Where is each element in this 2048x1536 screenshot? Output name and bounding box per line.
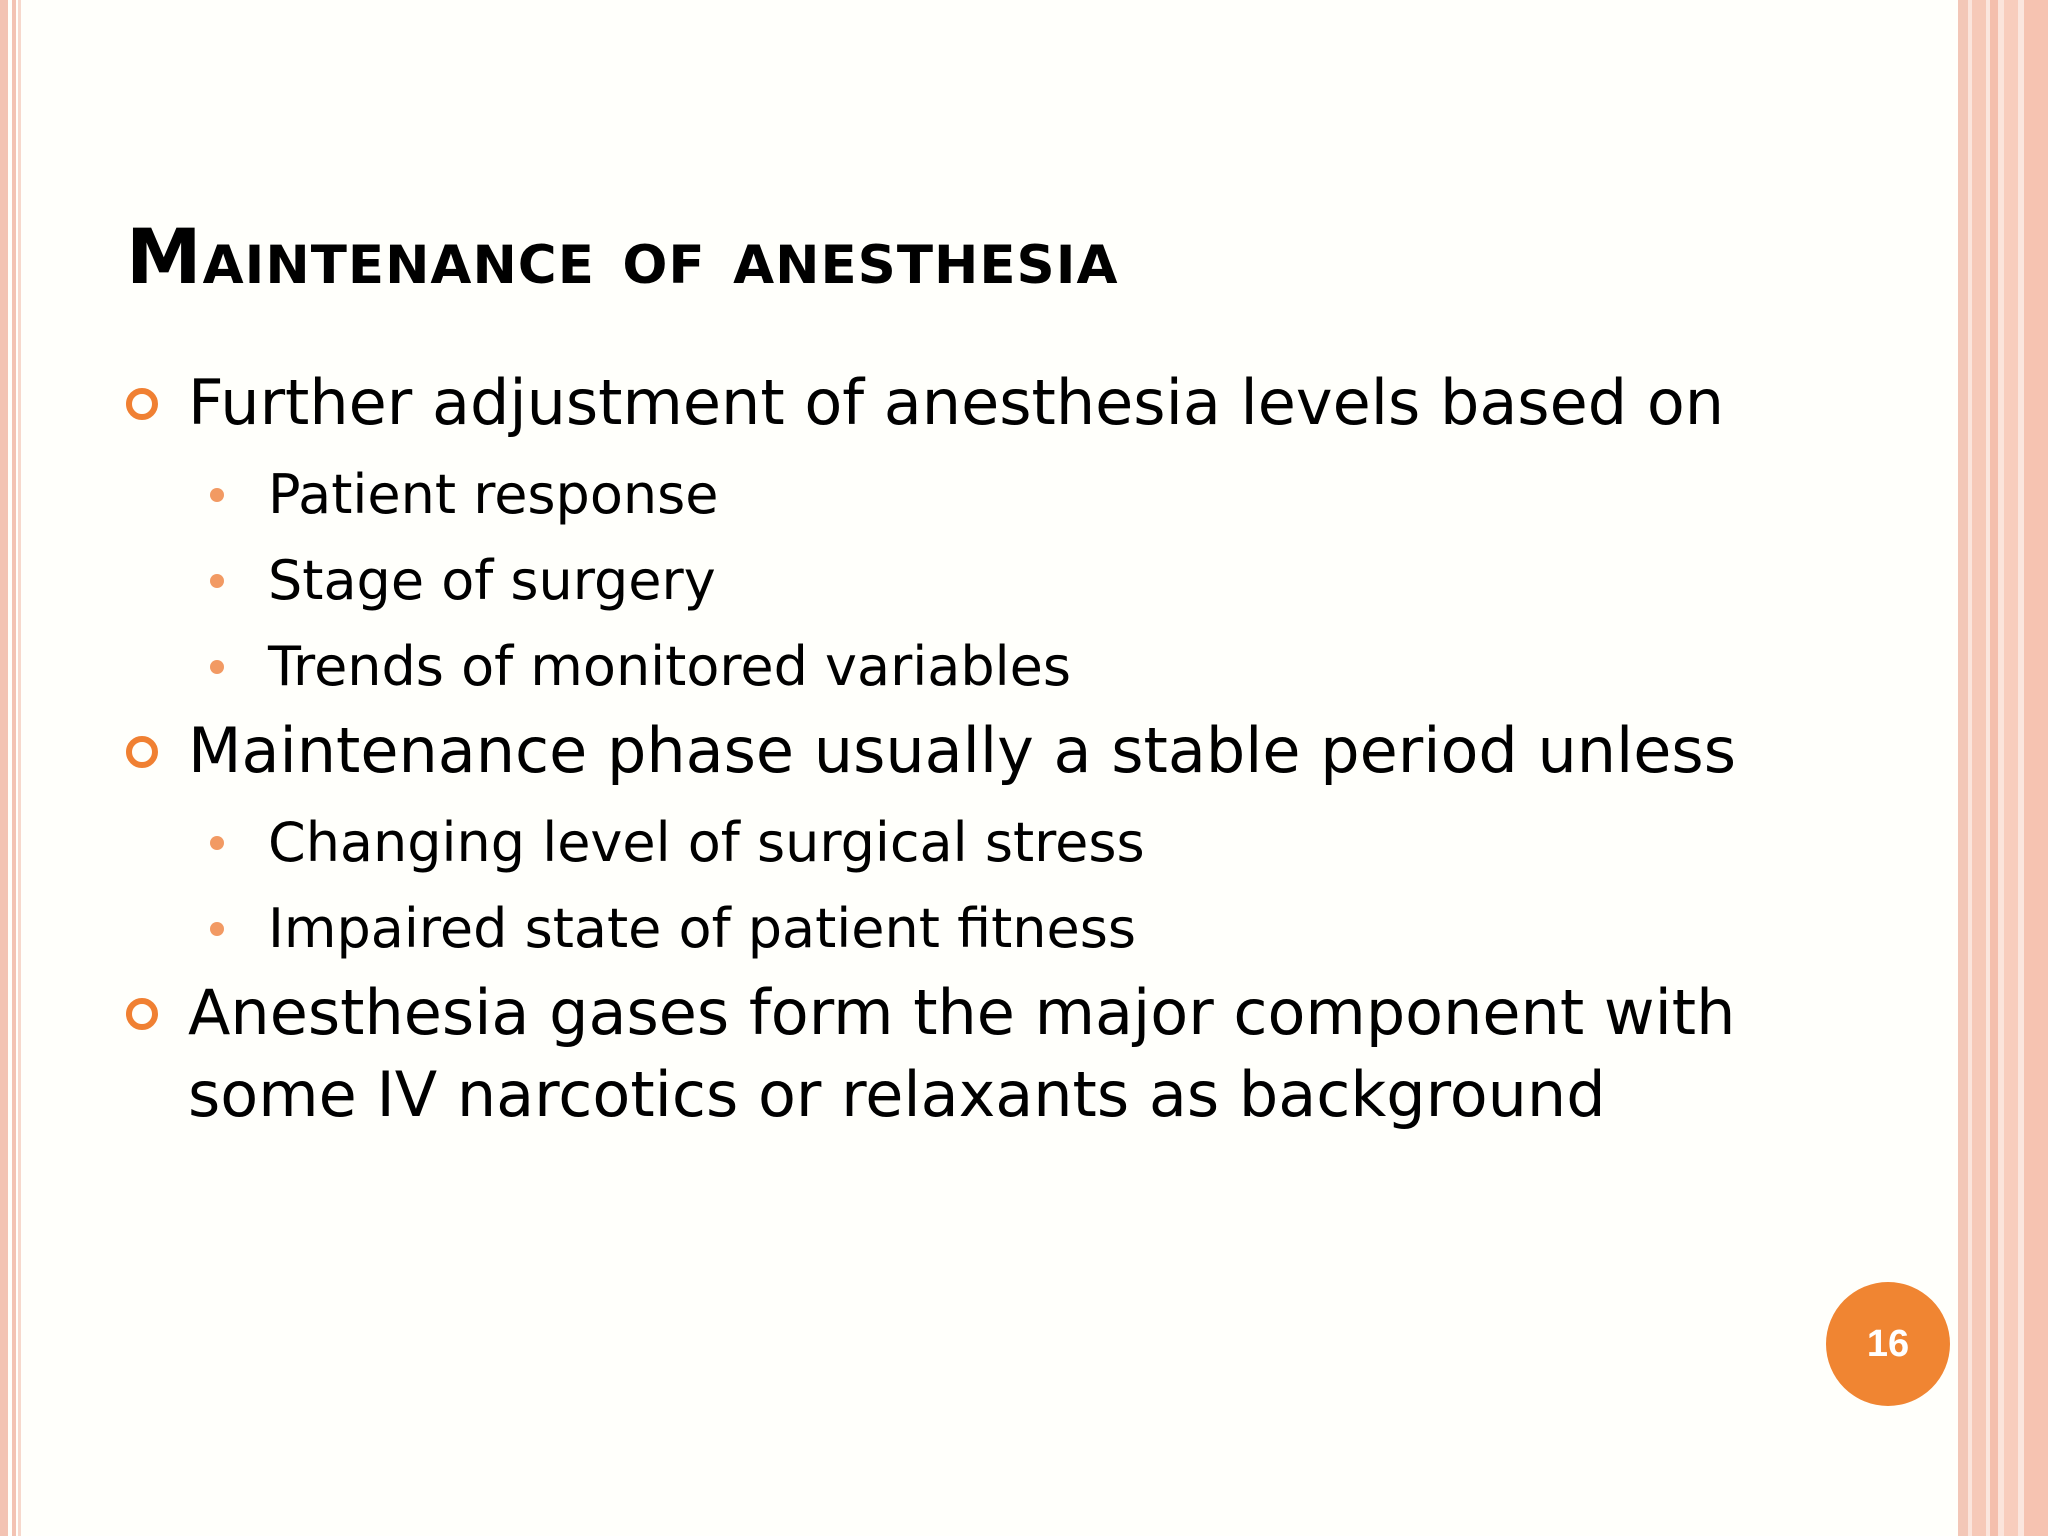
filled-dot-bullet-icon xyxy=(210,836,224,850)
filled-dot-bullet-icon xyxy=(210,922,224,936)
filled-dot-bullet-icon xyxy=(210,660,224,674)
right-border-stripe xyxy=(2024,0,2048,1536)
bullet-item xyxy=(126,972,1776,1136)
sub-bullet-text: Changing level of surgical stress xyxy=(268,811,1145,874)
page-number-badge xyxy=(1826,1282,1950,1406)
slide-body xyxy=(126,362,1776,1136)
hollow-circle-bullet-icon xyxy=(126,998,158,1030)
filled-dot-bullet-icon xyxy=(210,574,224,588)
right-border-stripe xyxy=(1990,0,1998,1536)
filled-dot-bullet-icon xyxy=(210,488,224,502)
sub-bullet-item xyxy=(126,624,1776,710)
hollow-circle-bullet-icon xyxy=(126,388,158,420)
left-border-stripe xyxy=(12,0,16,1536)
sub-bullet-item xyxy=(126,800,1776,886)
sub-bullet-text: Impaired state of patient fitness xyxy=(268,897,1136,960)
left-border-stripe xyxy=(18,0,21,1536)
slide-title: Maintenance of anesthesia xyxy=(126,212,1119,301)
sub-bullet-text: Stage of surgery xyxy=(268,549,716,612)
bullet-text: Anesthesia gases form the major component with some IV narcotics or relaxants as background xyxy=(188,976,1736,1131)
left-border-stripe xyxy=(0,0,8,1536)
sub-bullet-item xyxy=(126,452,1776,538)
right-border-stripe xyxy=(2004,0,2018,1536)
right-border-stripe xyxy=(1972,0,1986,1536)
bullet-text: Further adjustment of anesthesia levels based on xyxy=(188,366,1725,439)
sub-bullet-text: Trends of monitored variables xyxy=(268,635,1072,698)
sub-bullet-item xyxy=(126,538,1776,624)
page-number: 16 xyxy=(1866,1322,1910,1365)
bullet-text: Maintenance phase usually a stable period unless xyxy=(188,714,1737,787)
sub-bullet-text: Patient response xyxy=(268,463,719,526)
bullet-item xyxy=(126,362,1776,444)
right-border-stripe xyxy=(1958,0,1968,1536)
bullet-item xyxy=(126,710,1776,792)
sub-bullet-item xyxy=(126,886,1776,972)
hollow-circle-bullet-icon xyxy=(126,736,158,768)
